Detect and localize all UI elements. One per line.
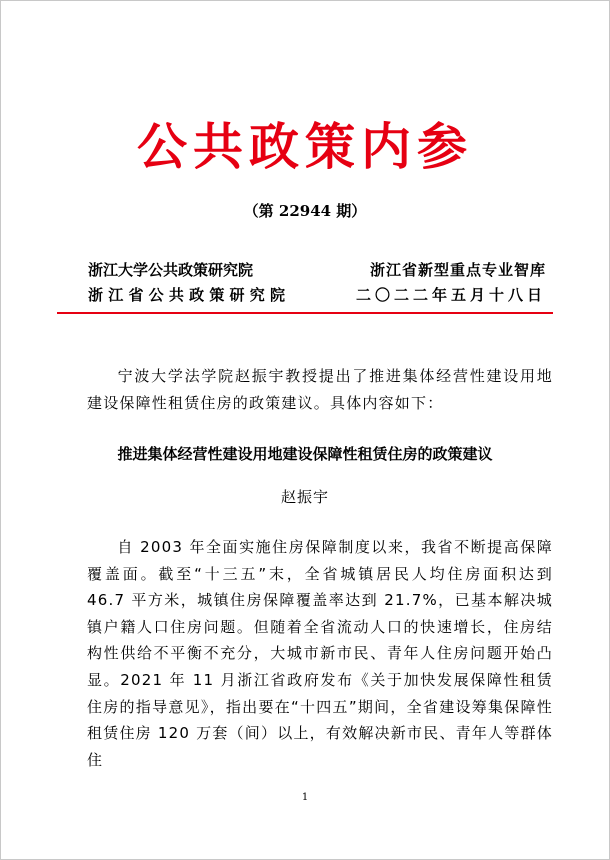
red-divider (57, 312, 553, 314)
body-text: 自 2003 年全面实施住房保障制度以来，我省不断提高保障覆盖面。截至“十三五”末，全省城镇居民人均住房面积达到 46.7 平方米，城镇住房保障覆盖率达到 21.7%，已基本解决城镇户籍人口住房问题。但随着全省流动人口的快速增长，住房结构性供给不平衡不充分，大城市新市民、青年人住房问题开始凸显。2021 年 11 月浙江省政府发布《关于加快发展保障性租赁住房的指导意见》，指出要在“十四五”期间，全省建设筹集保障性租赁住房 120 万套（间）以上，有效解决新市民、青年人等群体住 (87, 538, 553, 769)
author-name: 赵振宇 (280, 488, 329, 506)
issuer-right-line1: 浙江省新型重点专业智库 (369, 261, 546, 279)
page-number: 1 (301, 792, 309, 803)
issue-date: 二〇二二年五月十八日 (355, 286, 546, 304)
article-title: 推进集体经营性建设用地建设保障性租赁住房的政策建议 (117, 445, 493, 463)
issuer-left-line1: 浙江大学公共政策研究院 (88, 261, 254, 279)
masthead-title: 公共政策内参 (137, 117, 473, 176)
issue-number: （第 22944 期） (243, 202, 367, 220)
issuer-left-line2: 浙 江 省 公 共 政 策 研 究 院 (88, 286, 286, 304)
intro-text: 宁波大学法学院赵振宇教授提出了推进集体经营性建设用地建设保障性租赁住房的政策建议。具体内容如下： (87, 367, 553, 412)
body-paragraph (87, 534, 553, 773)
intro-paragraph (87, 363, 553, 416)
